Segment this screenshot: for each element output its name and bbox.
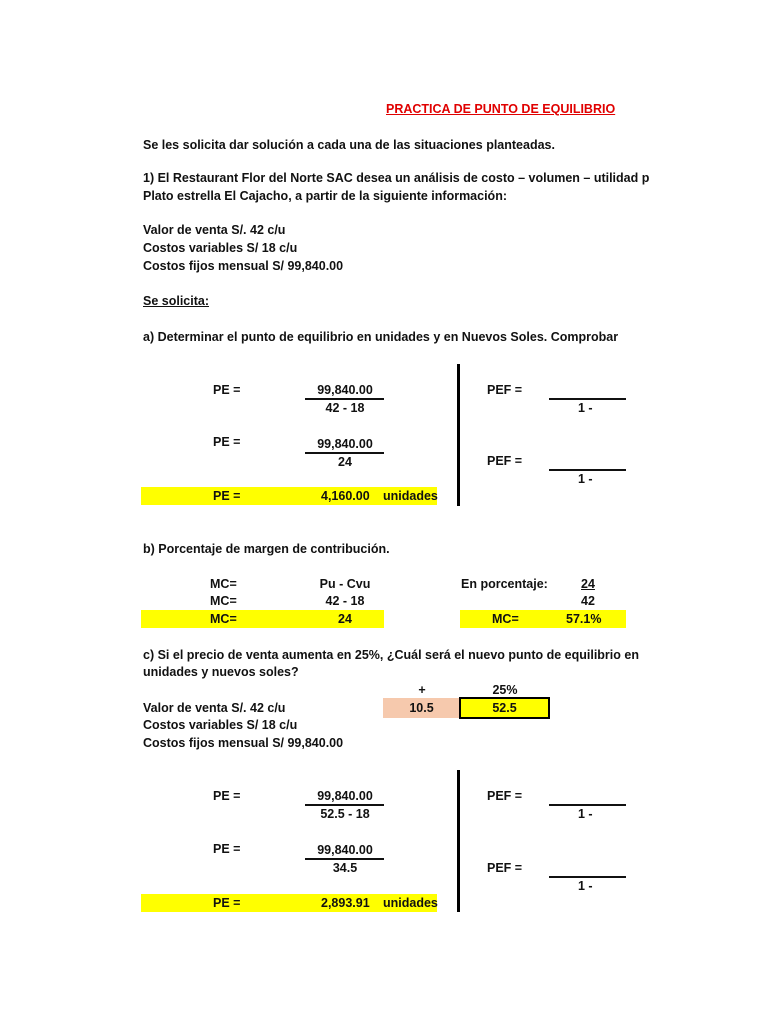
- pe-numerator: 99,840.00: [317, 843, 373, 857]
- pef-denominator: 1 -: [578, 472, 593, 486]
- costos-fijos: Costos fijos mensual S/ 99,840.00: [143, 736, 344, 750]
- new-price-value: 52.5: [492, 701, 517, 715]
- pef-denominator: 1 -: [578, 879, 593, 893]
- pe-label: PE =: [213, 896, 241, 910]
- increase-pct: 25%: [492, 683, 518, 697]
- vertical-divider: [457, 364, 460, 506]
- pe-numerator: 99,840.00: [317, 789, 373, 803]
- pe-denominator: 34.5: [332, 861, 358, 875]
- mc-label: MC=: [210, 612, 237, 626]
- increase-value: 10.5: [409, 701, 434, 715]
- pe-label: PE =: [213, 842, 241, 856]
- page-title: PRACTICA DE PUNTO DE EQUILIBRIO: [386, 102, 616, 116]
- pe-numerator: 99,840.00: [317, 437, 373, 451]
- pe-numerator: 99,840.00: [317, 383, 373, 397]
- pct-denominator: 42: [581, 594, 595, 608]
- costos-variables: Costos variables S/ 18 c/u: [143, 241, 298, 255]
- pct-result: 57.1%: [566, 612, 602, 626]
- pef-label: PEF =: [487, 861, 523, 875]
- mc-formula: Pu - Cvu: [319, 577, 371, 591]
- part-a-question: a) Determinar el punto de equilibrio en unidades y en Nuevos Soles. Comprobar: [143, 330, 619, 344]
- pe-units: unidades: [383, 896, 438, 910]
- plus-sign: +: [418, 683, 426, 697]
- mc-values: 42 - 18: [325, 594, 365, 608]
- pe-result: 2,893.91: [321, 896, 370, 910]
- problem1-line1: 1) El Restaurant Flor del Norte SAC desea un análisis de costo – volumen – utilidad p: [143, 171, 650, 185]
- pct-label: En porcentaje:: [461, 577, 548, 591]
- part-c-question-line1: c) Si el precio de venta aumenta en 25%, ¿Cuál será el nuevo punto de equilibrio en: [143, 648, 639, 662]
- mc-label: MC=: [210, 594, 237, 608]
- mc-label: MC=: [492, 612, 519, 626]
- pe-label: PE =: [213, 789, 241, 803]
- pef-label: PEF =: [487, 789, 523, 803]
- pef-denominator: 1 -: [578, 807, 593, 821]
- pef-label: PEF =: [487, 454, 523, 468]
- pct-numerator: 24: [581, 577, 595, 591]
- pe-denominator: 52.5 - 18: [320, 807, 370, 821]
- part-c-question-line2: unidades y nuevos soles?: [143, 665, 299, 679]
- mc-result: 24: [338, 612, 352, 626]
- costos-fijos: Costos fijos mensual S/ 99,840.00: [143, 259, 344, 273]
- pe-label: PE =: [213, 383, 241, 397]
- part-b-question: b) Porcentaje de margen de contribución.: [143, 542, 390, 556]
- vertical-divider: [457, 770, 460, 912]
- pe-denominator: 42 - 18: [325, 401, 365, 415]
- pef-label: PEF =: [487, 383, 523, 397]
- pe-label: PE =: [213, 435, 241, 449]
- costos-variables: Costos variables S/ 18 c/u: [143, 718, 298, 732]
- valor-venta: Valor de venta S/. 42 c/u: [143, 701, 286, 715]
- pe-units: unidades: [383, 489, 438, 503]
- intro-text: Se les solicita dar solución a cada una de las situaciones planteadas.: [143, 138, 555, 152]
- pe-label: PE =: [213, 489, 241, 503]
- pe-result: 4,160.00: [321, 489, 370, 503]
- mc-label: MC=: [210, 577, 237, 591]
- valor-venta: Valor de venta S/. 42 c/u: [143, 223, 286, 237]
- pe-denominator: 24: [338, 455, 352, 469]
- pef-denominator: 1 -: [578, 401, 593, 415]
- se-solicita: Se solicita:: [143, 294, 209, 308]
- problem1-line2: Plato estrella El Cajacho, a partir de la siguiente información:: [143, 189, 507, 203]
